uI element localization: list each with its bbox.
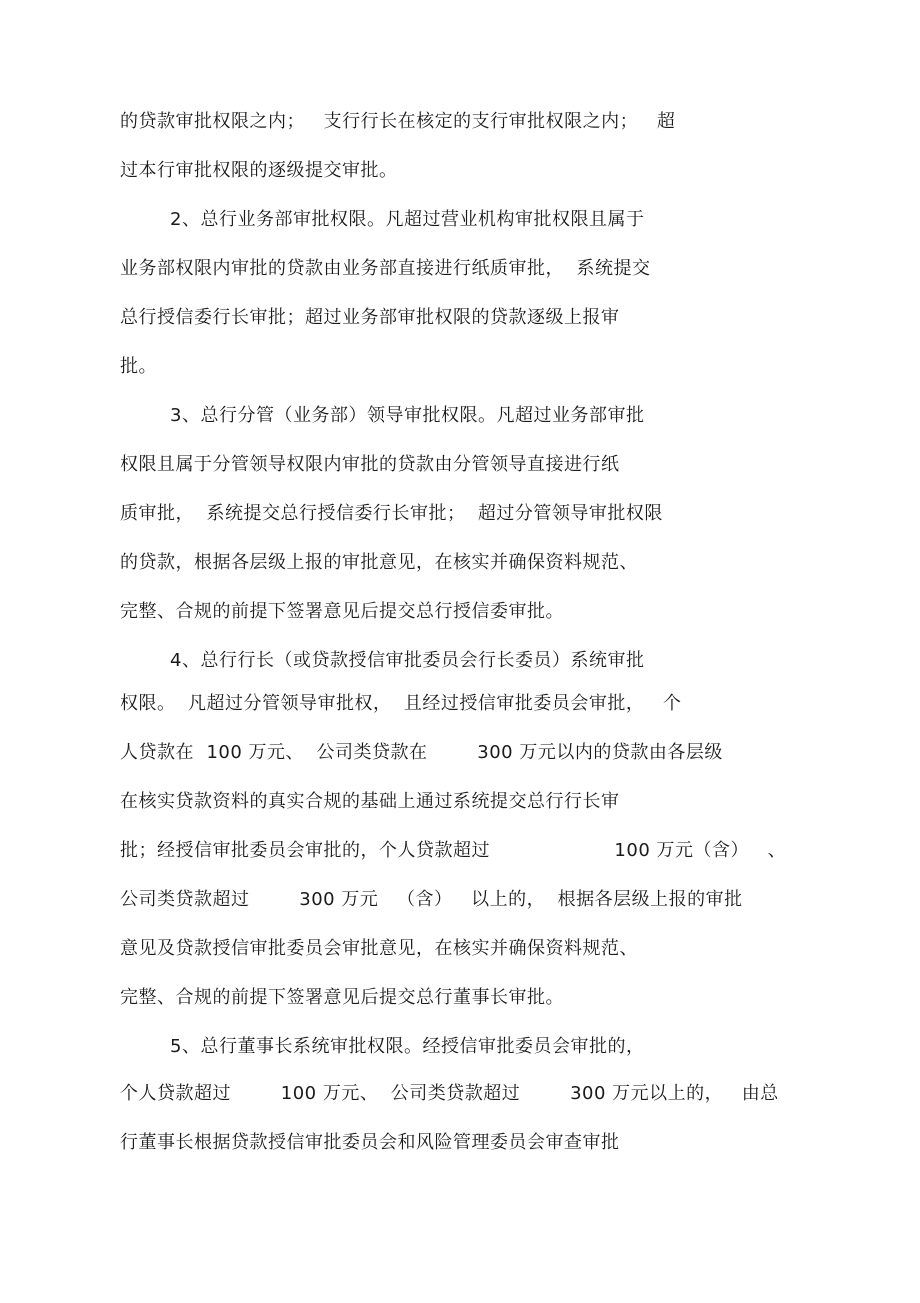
text-line-10: 的贷款，根据各层级上报的审批意见，在核实并确保资料规范、 [120,552,638,573]
text-line-3: 2、总行业务部审批权限。凡超过营业机构审批权限且属于 [170,209,645,230]
text-line-18: 意见及贷款授信审批委员会审批意见，在核实并确保资料规范、 [120,938,638,959]
text-line-19: 完整、合规的前提下签署意见后提交总行董事长审批。 [120,987,564,1008]
text-line-16: 批；经授信审批委员会审批的，个人贷款超过 100 万元（含） 、 [120,840,787,861]
text-line-21: 个人贷款超过 100 万元、 公司类贷款超过 300 万元以上的， 由总 [120,1083,779,1104]
text-line-2: 过本行审批权限的逐级提交审批。 [120,160,398,181]
text-line-15: 在核实贷款资料的真实合规的基础上通过系统提交总行行长审 [120,791,620,812]
text-line-12: 4、总行行长（或贷款授信审批委员会行长委员）系统审批 [170,650,645,671]
text-line-5: 总行授信委行长审批；超过业务部审批权限的贷款逐级上报审 [120,307,620,328]
text-line-1: 的贷款审批权限之内； 支行行长在核定的支行审批权限之内； 超 [120,111,676,132]
text-line-13: 权限。 凡超过分管领导审批权， 且经过授信审批委员会审批， 个 [120,693,682,714]
text-line-7: 3、总行分管（业务部）领导审批权限。凡超过业务部审批 [170,405,645,426]
text-line-20: 5、总行董事长系统审批权限。经授信审批委员会审批的， [170,1036,645,1057]
text-line-14: 人贷款在 100 万元、 公司类贷款在 300 万元以内的贷款由各层级 [120,742,723,763]
text-line-11: 完整、合规的前提下签署意见后提交总行授信委审批。 [120,601,564,622]
text-line-17: 公司类贷款超过 300 万元 （含） 以上的， 根据各层级上报的审批 [120,889,743,910]
text-line-9: 质审批， 系统提交总行授信委行长审批； 超过分管领导审批权限 [120,503,663,524]
text-line-4: 业务部权限内审批的贷款由业务部直接进行纸质审批， 系统提交 [120,258,651,279]
text-line-22: 行董事长根据贷款授信审批委员会和风险管理委员会审查审批 [120,1132,620,1153]
text-line-8: 权限且属于分管领导权限内审批的贷款由分管领导直接进行纸 [120,454,620,475]
text-line-6: 批。 [120,356,157,377]
